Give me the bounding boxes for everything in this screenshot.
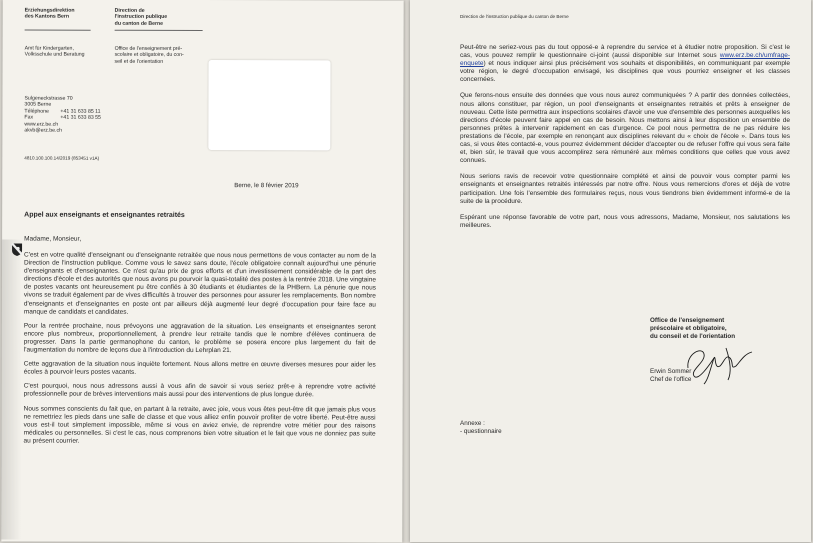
running-header: Direction de l'instruction publique du canton de Berne [460, 14, 569, 19]
office-line: Amt für Kindergarten, [24, 45, 74, 52]
header-rule [25, 30, 91, 31]
signer [650, 368, 770, 384]
header-rule [115, 30, 203, 31]
page-shadow [1, 239, 22, 539]
paragraph-text: Peut-être ne seriez-vous pas du tout opposé-e à reprendre du service et à étudier notre proposition. Si c'est le cas, vous pouvez remplir le questionnaire ci-joint (aussi disponible sur Internet sous [460, 44, 790, 60]
signer-name: Erwin Sommer [650, 368, 692, 375]
letter-date: Berne, le 8 février 2019 [234, 182, 299, 190]
signer-title: Chef de l'office [650, 375, 692, 383]
letter-page-2 [410, 0, 811, 542]
paragraph: Que ferons-nous ensuite des données que vous nous aurez communiquées ? A partir des données collectées, nous allons constituer, par région, un pool d'enseignants et enseignantes retraités et prêts à enseigner de nouveau. Cette liste permettra aux inspections scolaires d'avoir une vue d'ensemble des personnes auxquelles les directions d'école peuvent faire appel en cas de besoin. Nous mettons ainsi à leur disposition un ensemble de personnes prêtes à intervenir rapidement en cas d'urgence. Ce pool nous permettra de ne pas réduire les prestations de l'école, par exemple en renonçant aux disciplines relevant du « choix de l'école ». Dans tous les cas, si vous êtes contacté-e, vous pourrez évidemment décider d'accepter ou de refuser l'offre qui vous sera faite et, bien sûr, le travail que vous accomplirez sera rémunéré aux mêmes conditions que celles que vous avez connues. [460, 92, 790, 165]
annex [460, 420, 502, 436]
paragraph-text: ) et nous indiquer ainsi plus précisément vos souhaits et disponibilités, en communiquant par exemple votre région, le degré d'occupation envisagé, les disciplines que vous pourriez enseigner et les classes concernées. [460, 60, 790, 84]
dir-header-line: du canton de Berne [114, 20, 164, 27]
dir-header-fr [115, 8, 210, 27]
letter-body-right [460, 44, 790, 230]
paragraph-with-link [460, 44, 790, 84]
office-line: seil et de l'orientation [114, 58, 164, 65]
email: akvb@erz.be.ch [24, 127, 62, 134]
annex-item: - questionnaire [460, 428, 502, 435]
phone-number: +41 31 633 85 11 [60, 108, 101, 115]
office-fr [115, 46, 215, 65]
phone-label: Téléphone [24, 108, 49, 115]
annex-label: Annexe : [460, 420, 485, 427]
salutation: Madame, Monsieur, [24, 235, 82, 243]
paragraph: C'est pourquoi, nous nous adressons aussi à vous afin de savoir si vous seriez prêt-e à reprendre votre activité professionnelle pour de brèves interventions mais aussi pour des interventions de plus longue durée. [23, 382, 376, 399]
paragraph: Nous sommes conscients du fait que, en partant à la retraite, avec joie, vous vous êtes peut-être dit que jamais plus vous ne remettriez les pieds dans une salle de classe et que vous alliez enfin pouvoir profiter de votre liberté. Peut-être aussi vous est-il tout simplement impossible, même si vous en aviez envie, de reprendre votre métier pour des raisons médicales ou personnelles. Si c'est le cas, nous comprenons bien votre situation et le fait que vous ne donniez pas suite au présent courrier. [23, 405, 376, 445]
website: www.erz.be.ch [24, 121, 59, 128]
paragraph: Nous serions ravis de recevoir votre questionnaire complété et ainsi de pouvoir vous compter parmi les enseignants et enseignantes retraités intéressés par notre offre. Nous vous remercions d'ores et déjà de votre participation. Une fois l'ensemble des formulaires reçus, nous vous tiendrons bien évidemment informé-e de la suite de la procédure. [460, 173, 790, 205]
city: 3005 Berne [24, 101, 52, 109]
office-de [25, 46, 110, 59]
letter-page-1 [1, 0, 403, 543]
letter-subject: Appel aux enseignants et enseignantes retraités [24, 211, 185, 219]
paragraph: Cette aggravation de la situation nous inquiète fortement. Nous allons mettre en œuvre diverses mesures pour aider les écoles à pourvoir leurs postes vacants. [23, 360, 376, 377]
street-address: Sulgeneckstrasse 70 [24, 95, 73, 102]
fax-number: +41 31 633 83 55 [60, 114, 101, 121]
fax-label: Fax [24, 114, 34, 121]
survey-link[interactable]: www.erz.be.ch/umfrage-enquete [460, 52, 790, 68]
office-signature-block [650, 317, 790, 340]
dir-header-line: l'instruction publique [114, 14, 168, 21]
address-label-box [208, 60, 330, 150]
office-line: Volksschule und Beratung [24, 51, 85, 59]
reference-number: 4810.100.100.14/2019 (853451 v1A) [24, 155, 100, 161]
office-line: Office de l'enseignement [650, 317, 725, 324]
letter-body-left [24, 252, 377, 447]
office-line: préscolaire et obligatoire, [650, 324, 727, 332]
paragraph: Espérant une réponse favorable de votre part, nous vous adressons, Madame, Monsieur, nos salutations les meilleures. [460, 213, 790, 229]
dept-header-line: des Kantons Bern [24, 13, 70, 21]
bern-crest-icon [11, 242, 23, 261]
dir-header-line: Direction de [114, 7, 145, 14]
contact-block [24, 96, 134, 135]
paragraph: C'est en votre qualité d'enseignant ou d'enseignante retraitée que nous nous permettons de vous contacter au nom de la Direction de l'instruction publique. Comme vous le savez sans doute, l'école obligatoire connaît aujourd'hui une pénurie d'enseignants et d'enseignantes. Ce n'est qu'au prix de gros efforts et d'un investissement considérable de la part des directions d'école et des autorités que nous avons pu pourvoir la quasi-totalité des postes à la rentrée 2018. Une vingtaine de postes vacants ont heureusement pu être confiés à 30 étudiants et étudiantes de la PHBern. La pénurie que nous vivons se traduit également par de vives difficultés à trouver des personnes pour assurer les remplacements. Bon nombre d'enseignants et d'enseignantes en poste ont par ailleurs déjà augmenté leur degré d'occupation pour faire face au manque de candidats et candidates. [23, 251, 377, 316]
office-line: du conseil et de l'orientation [650, 332, 736, 340]
dept-header-de [25, 8, 105, 21]
office-line: scolaire et obligatoire, du con- [114, 52, 184, 59]
dept-header-line: Erziehungsdirektion [24, 7, 75, 14]
paragraph: Pour la rentrée prochaine, nous prévoyons une aggravation de la situation. Les enseignants et enseignantes seront encore plus nombreux, proportionnellement, à prendre leur retraite tandis que le nombre d'élèves continuera de progresser. Dans la partie germanophone du canton, le problème se posera encore plus largement du fait de l'augmentation du nombre de leçons due à l'introduction du Lehrplan 21. [23, 322, 376, 355]
office-line: Office de l'enseignement pré- [114, 45, 183, 52]
